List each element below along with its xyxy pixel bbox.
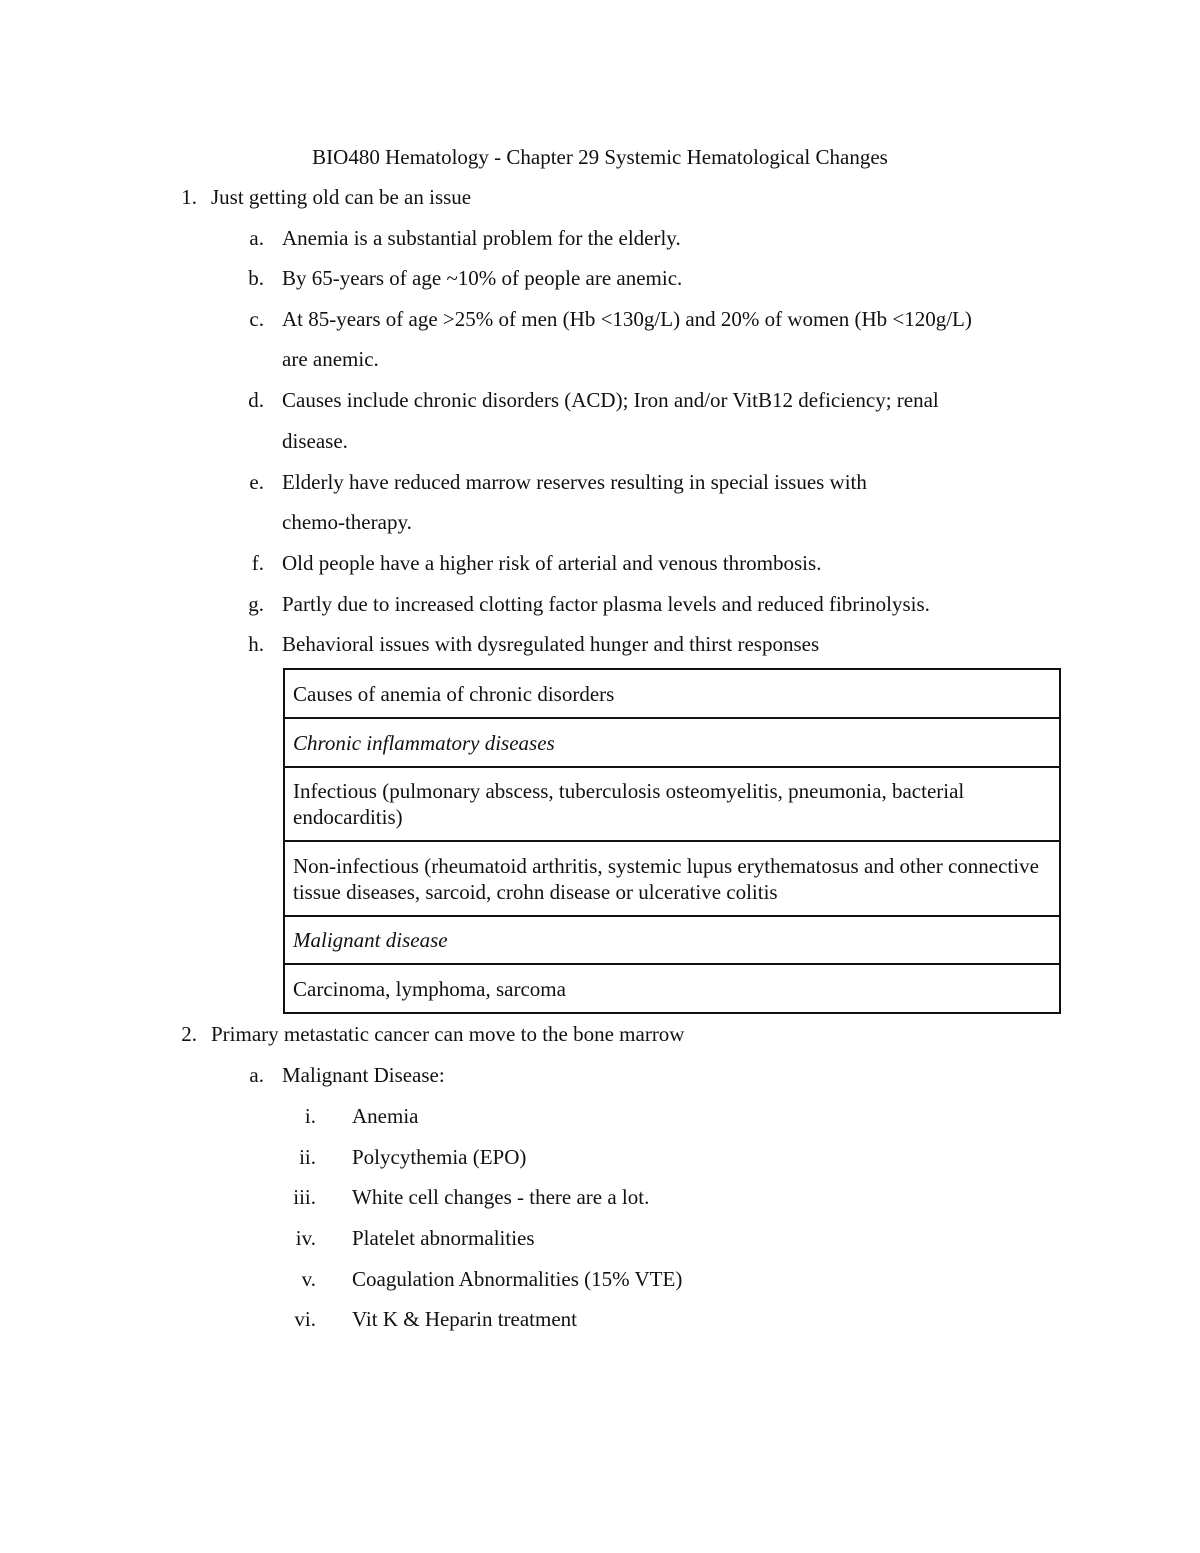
list-item: Partly due to increased clotting factor plasma levels and reduced fibrinolysis.	[282, 592, 930, 616]
list-marker: a.	[249, 226, 264, 250]
list-marker: vi.	[294, 1307, 316, 1331]
list-item: Causes include chronic disorders (ACD); Iron and/or VitB12 deficiency; renal	[282, 388, 939, 412]
list-item: By 65-years of age ~10% of people are anemic.	[282, 266, 683, 290]
list-item: Anemia	[352, 1104, 419, 1128]
list-item: At 85-years of age >25% of men (Hb <130g/L) and 20% of women (Hb <120g/L)	[282, 307, 972, 331]
table-cell: Infectious (pulmonary abscess, tuberculosis osteomyelitis, pneumonia, bacterial endocarditis)	[284, 767, 1060, 841]
table-row	[284, 669, 1060, 718]
page-title: BIO480 Hematology - Chapter 29 Systemic Hematological Changes	[312, 145, 888, 169]
list-item: Anemia is a substantial problem for the elderly.	[282, 226, 681, 250]
list-marker: 1.	[181, 185, 197, 209]
list-item-continuation: are anemic.	[282, 347, 379, 371]
list-marker: ii.	[299, 1145, 316, 1169]
list-item: White cell changes - there are a lot.	[352, 1185, 650, 1209]
section-heading: Primary metastatic cancer can move to the bone marrow	[211, 1022, 685, 1046]
table-row	[284, 841, 1060, 916]
list-item-continuation: disease.	[282, 429, 348, 453]
table-row	[284, 718, 1060, 767]
table-row	[284, 964, 1060, 1013]
list-marker: h.	[248, 632, 264, 656]
list-marker: g.	[248, 592, 264, 616]
list-item: Behavioral issues with dysregulated hunger and thirst responses	[282, 632, 820, 656]
list-marker: i.	[304, 1104, 316, 1128]
causes-table	[283, 668, 1061, 1014]
list-marker: 2.	[181, 1022, 197, 1046]
table-row	[284, 767, 1060, 841]
list-marker: e.	[249, 470, 264, 494]
list-item-continuation: chemo-therapy.	[282, 510, 412, 534]
list-marker: c.	[249, 307, 264, 331]
list-item: Coagulation Abnormalities (15% VTE)	[352, 1267, 683, 1291]
list-item: Elderly have reduced marrow reserves resulting in special issues with	[282, 470, 867, 494]
list-item: Old people have a higher risk of arterial and venous thrombosis.	[282, 551, 822, 575]
table-header-cell: Causes of anemia of chronic disorders	[284, 669, 1060, 718]
list-item: Polycythemia (EPO)	[352, 1145, 527, 1169]
table-subheading-cell: Chronic inflammatory diseases	[284, 718, 1060, 767]
list-marker: f.	[251, 551, 264, 575]
table-subheading-cell: Malignant disease	[284, 916, 1060, 964]
list-marker: d.	[248, 388, 264, 412]
list-item: Malignant Disease:	[282, 1063, 445, 1087]
list-marker: a.	[249, 1063, 264, 1087]
list-marker: b.	[248, 266, 264, 290]
table-cell: Non-infectious (rheumatoid arthritis, systemic lupus erythematosus and other connective tissue diseases, sarcoid, crohn disease or ulcerative colitis	[284, 841, 1060, 916]
list-marker: iii.	[293, 1185, 316, 1209]
section-heading: Just getting old can be an issue	[211, 185, 472, 209]
list-item: Vit K & Heparin treatment	[352, 1307, 578, 1331]
list-marker: v.	[301, 1267, 316, 1291]
list-item: Platelet abnormalities	[352, 1226, 535, 1250]
table-cell: Carcinoma, lymphoma, sarcoma	[284, 964, 1060, 1013]
table-row	[284, 916, 1060, 964]
list-marker: iv.	[295, 1226, 316, 1250]
